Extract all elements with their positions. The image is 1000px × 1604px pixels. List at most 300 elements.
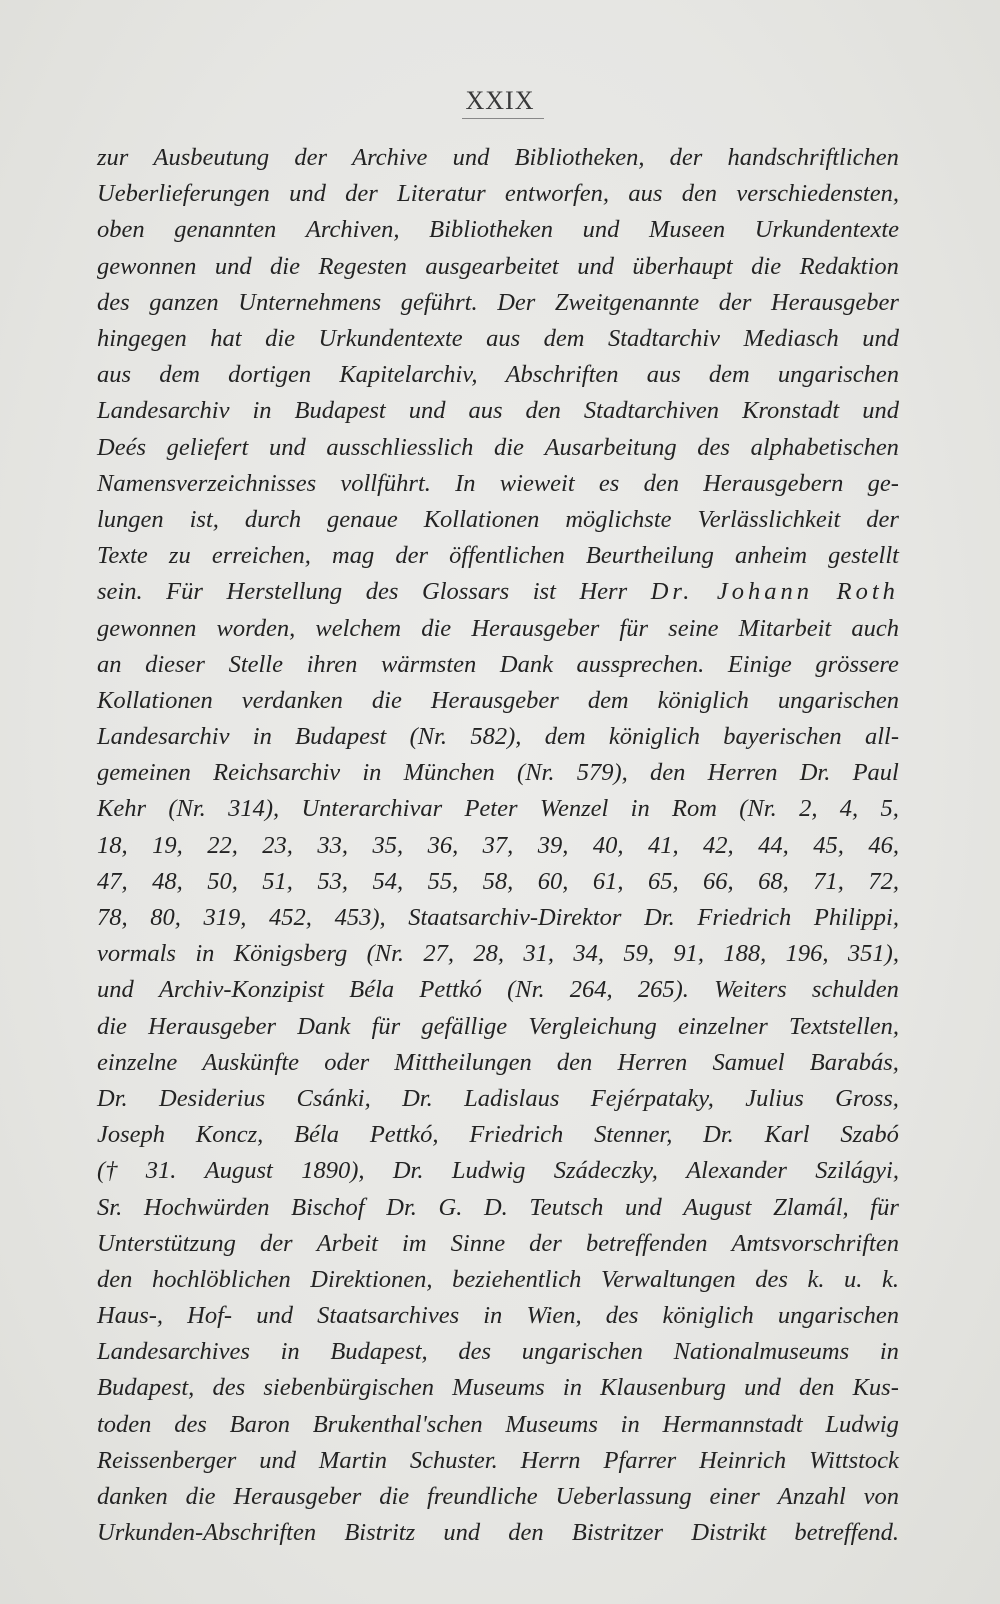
- word: mag: [332, 542, 375, 570]
- word: oder: [324, 1048, 370, 1076]
- word: Herausgeber: [770, 288, 899, 316]
- word: 5,: [880, 795, 899, 823]
- text-line: [97, 828, 899, 864]
- word: ganzen: [149, 288, 219, 316]
- word: gefällige: [421, 1012, 508, 1040]
- word: verschiedensten,: [736, 180, 899, 208]
- word: Museen: [648, 216, 726, 244]
- word: Paul: [852, 759, 899, 787]
- word: Staatsarchives: [317, 1302, 460, 1330]
- page-number-rule: [462, 118, 544, 119]
- word: Staatsarchiv-Direktor: [408, 904, 622, 932]
- word: Szádeczky,: [553, 1157, 658, 1185]
- word: Budapest: [294, 397, 386, 425]
- word: der: [294, 144, 327, 172]
- word: den: [97, 1265, 133, 1293]
- text-line: [97, 1081, 899, 1117]
- word: Roth: [836, 578, 899, 606]
- word: die: [751, 252, 782, 280]
- word: Königsberg: [233, 940, 348, 968]
- word: Unternehmens: [238, 288, 382, 316]
- word: Baron: [229, 1410, 290, 1438]
- text-line: [97, 249, 899, 285]
- word: (Nr.: [366, 940, 405, 968]
- word: lungen: [97, 505, 164, 533]
- word: in: [252, 723, 272, 751]
- word: geliefert: [166, 433, 249, 461]
- word: 351),: [847, 940, 899, 968]
- word: ausschliesslich: [326, 433, 474, 461]
- word: Reissenberger: [97, 1446, 237, 1474]
- word: öffentlichen: [449, 542, 565, 570]
- word: (Nr.: [507, 976, 545, 1004]
- word: Johann: [716, 578, 814, 606]
- word: in: [562, 1374, 582, 1402]
- word: ausgearbeitet: [425, 252, 559, 280]
- text-line: [97, 1515, 899, 1551]
- word: Fejérpataky,: [590, 1084, 714, 1112]
- word: die: [421, 614, 452, 642]
- text-line: [97, 683, 899, 719]
- word: Kehr: [97, 795, 146, 823]
- word: in: [879, 1338, 899, 1366]
- word: Barabás,: [809, 1048, 899, 1076]
- word: Herausgeber: [148, 1012, 277, 1040]
- word: und: [452, 144, 490, 172]
- word: die: [270, 252, 300, 280]
- word: Stenner,: [594, 1121, 673, 1149]
- word: Zlamál,: [773, 1193, 849, 1221]
- word: aussprechen.: [576, 650, 705, 678]
- word: anheim: [734, 542, 808, 570]
- word: Haus-,: [97, 1302, 164, 1330]
- word: 72,: [868, 867, 899, 895]
- word: Heinrich: [699, 1446, 787, 1474]
- word: Stelle: [228, 650, 283, 678]
- word: an: [97, 650, 122, 678]
- word: Béla: [294, 1121, 339, 1149]
- word: 46,: [868, 831, 899, 859]
- word: der: [345, 180, 378, 208]
- word: sein.: [97, 578, 143, 606]
- text-line: [97, 285, 899, 321]
- word: in: [195, 940, 215, 968]
- word: Ausarbeitung: [544, 433, 677, 461]
- word: dieser: [145, 650, 205, 678]
- word: Bibliotheken,: [514, 144, 645, 172]
- word: überhaupt: [632, 252, 733, 280]
- word: In: [455, 469, 476, 497]
- word: entworfen,: [504, 180, 610, 208]
- text-line: [97, 393, 899, 429]
- word: des: [174, 1410, 207, 1438]
- word: gewonnen: [97, 614, 197, 642]
- word: 34,: [573, 940, 605, 968]
- word: aus: [468, 397, 503, 425]
- word: aus: [486, 325, 521, 353]
- word: dem: [159, 361, 201, 389]
- word: August: [683, 1193, 752, 1221]
- word: des: [458, 1338, 492, 1366]
- word: Wenzel: [539, 795, 609, 823]
- word: und: [625, 1193, 662, 1221]
- word: für: [619, 614, 649, 642]
- word: den: [508, 1519, 544, 1547]
- word: dortigen: [228, 361, 312, 389]
- word: danken: [97, 1483, 168, 1511]
- word: Der: [497, 288, 536, 316]
- word: Unterstützung: [97, 1229, 236, 1257]
- word: aus: [628, 180, 663, 208]
- word: hat: [210, 325, 242, 353]
- word: 78,: [97, 904, 128, 932]
- word: Verlässlichkeit: [697, 505, 841, 533]
- word: gemeinen: [97, 759, 191, 787]
- word: des: [365, 578, 399, 606]
- word: Alexander: [686, 1157, 787, 1185]
- word: Landesarchives: [97, 1338, 250, 1366]
- word: 23,: [262, 831, 293, 859]
- word: hingegen: [97, 325, 187, 353]
- word: genannten: [174, 216, 277, 244]
- word: in: [362, 759, 382, 787]
- text-line: [97, 466, 899, 502]
- word: Bibliotheken: [429, 216, 553, 244]
- word: 188,: [723, 940, 767, 968]
- word: Zweitgenannte: [554, 288, 700, 316]
- word: Deés: [97, 433, 146, 461]
- word: verdanken: [241, 686, 343, 714]
- word: Philippi,: [813, 904, 899, 932]
- word: Teutsch: [529, 1193, 604, 1221]
- word: (Nr.: [517, 759, 555, 787]
- word: 4,: [839, 795, 859, 823]
- word: 452,: [269, 904, 312, 932]
- word: Herausgeber: [233, 1483, 362, 1511]
- word: der: [395, 542, 429, 570]
- word: Dr.: [650, 578, 694, 606]
- word: Literatur: [397, 180, 486, 208]
- word: Stadtarchiv: [607, 325, 721, 353]
- word: des: [697, 433, 730, 461]
- word: durch: [244, 505, 302, 533]
- text-line: [97, 321, 899, 357]
- word: ungarischen: [777, 1302, 899, 1330]
- text-line: [97, 1334, 899, 1370]
- text-line: [97, 1479, 899, 1515]
- word: Sr.: [97, 1193, 123, 1221]
- word: der: [669, 144, 703, 172]
- word: in: [280, 1338, 300, 1366]
- word: 35,: [372, 831, 404, 859]
- word: 59,: [623, 940, 655, 968]
- word: Rom: [672, 795, 717, 823]
- word: schulden: [811, 976, 899, 1004]
- word: k.: [807, 1265, 825, 1293]
- word: Ludwig: [451, 1157, 526, 1185]
- word: aus: [646, 361, 681, 389]
- word: und: [862, 325, 899, 353]
- word: Desiderius: [159, 1084, 266, 1112]
- word: August: [204, 1157, 273, 1185]
- word: ungarischen: [777, 686, 899, 714]
- word: den: [681, 180, 718, 208]
- word: zu: [168, 542, 191, 570]
- word: Nationalmuseums: [673, 1338, 850, 1366]
- text-line: [97, 1189, 899, 1225]
- word: 58,: [482, 867, 514, 895]
- word: Kollationen: [97, 686, 213, 714]
- word: im: [402, 1229, 427, 1257]
- word: der: [866, 505, 899, 533]
- word: Ausbeutung: [153, 144, 270, 172]
- word: dem: [587, 686, 629, 714]
- word: königlich: [662, 1302, 754, 1330]
- word: vollführt.: [340, 469, 431, 497]
- word: Verwaltungen: [600, 1265, 736, 1293]
- word: der: [259, 1229, 293, 1257]
- text-line: [97, 900, 899, 936]
- word: Ludwig: [825, 1410, 899, 1438]
- word: Dr.: [799, 759, 831, 787]
- word: Dr.: [392, 1157, 424, 1185]
- word: Gross,: [835, 1084, 899, 1112]
- word: hochlöblichen: [151, 1265, 291, 1293]
- word: den: [525, 397, 561, 425]
- body-text: [97, 140, 899, 1551]
- word: Vergleichung: [528, 1012, 657, 1040]
- word: 22,: [207, 831, 238, 859]
- text-line: [97, 212, 899, 248]
- word: 18,: [97, 831, 128, 859]
- word: Ueberlieferungen: [97, 180, 270, 208]
- word: Joseph: [97, 1121, 166, 1149]
- word: Mittheilungen: [394, 1048, 532, 1076]
- word: Ladislaus: [464, 1084, 560, 1112]
- word: Reichsarchiv: [213, 759, 341, 787]
- word: die: [185, 1483, 216, 1511]
- word: Martin: [318, 1446, 387, 1474]
- word: Urkundentexte: [318, 325, 463, 353]
- word: Herausgeber: [471, 614, 600, 642]
- word: 28,: [473, 940, 505, 968]
- text-line: [97, 502, 899, 538]
- word: Brukenthal'schen: [312, 1410, 483, 1438]
- word: Koncz,: [195, 1121, 264, 1149]
- word: den: [643, 469, 679, 497]
- text-line: [97, 972, 899, 1008]
- word: in: [620, 1410, 640, 1438]
- word: Dr.: [402, 1084, 433, 1112]
- word: Budapest,: [97, 1374, 195, 1402]
- text-line: [97, 1153, 899, 1189]
- word: Mitarbeit: [738, 614, 832, 642]
- word: den: [556, 1048, 593, 1076]
- word: in: [252, 397, 272, 425]
- word: k.: [881, 1265, 899, 1293]
- word: siebenbürgischen: [263, 1374, 434, 1402]
- word: alphabetischen: [750, 433, 899, 461]
- word: ungarischen: [777, 361, 899, 389]
- word: erreichen,: [211, 542, 311, 570]
- word: Urkunden-Abschriften: [97, 1519, 317, 1547]
- word: Anzahl: [777, 1483, 846, 1511]
- word: 45,: [813, 831, 844, 859]
- word: Budapest: [295, 723, 387, 751]
- word: Herstellung: [226, 578, 343, 606]
- word: den: [650, 759, 686, 787]
- word: Herren: [707, 759, 778, 787]
- word: all-: [864, 723, 899, 751]
- text-line: [97, 357, 899, 393]
- word: 264,: [569, 976, 613, 1004]
- word: Wittstock: [809, 1446, 899, 1474]
- word: 1890),: [301, 1157, 365, 1185]
- word: in: [630, 795, 650, 823]
- word: Herren: [617, 1048, 688, 1076]
- word: es: [598, 469, 620, 497]
- word: möglichste: [565, 505, 672, 533]
- word: 91,: [673, 940, 705, 968]
- word: Béla: [349, 976, 395, 1004]
- word: genaue: [327, 505, 398, 533]
- word: Hof-: [187, 1302, 233, 1330]
- text-line: [97, 430, 899, 466]
- word: Samuel: [712, 1048, 785, 1076]
- text-line: [97, 936, 899, 972]
- word: Auskünfte: [202, 1048, 300, 1076]
- word: und: [443, 1519, 481, 1547]
- word: 42,: [703, 831, 734, 859]
- word: vormals: [97, 940, 176, 968]
- text-line: [97, 755, 899, 791]
- word: Textstellen,: [788, 1012, 899, 1040]
- word: von: [863, 1483, 899, 1511]
- word: Archiv-Konzipist: [158, 976, 325, 1004]
- word: 33,: [317, 831, 348, 859]
- word: die: [265, 325, 295, 353]
- word: Bischof: [291, 1193, 365, 1221]
- text-line: [97, 1226, 899, 1262]
- word: München: [403, 759, 495, 787]
- word: und: [577, 252, 614, 280]
- word: Museums: [452, 1374, 545, 1402]
- word: 68,: [758, 867, 789, 895]
- text-line: [97, 140, 899, 176]
- text-line: [97, 1009, 899, 1045]
- word: und: [97, 976, 134, 1004]
- word: einzelne: [97, 1048, 178, 1076]
- word: Pfarrer: [603, 1446, 677, 1474]
- word: die: [494, 433, 524, 461]
- word: Pettkó: [419, 976, 482, 1004]
- word: Namensverzeichnisses: [97, 469, 317, 497]
- word: 36,: [427, 831, 459, 859]
- word: 47,: [97, 867, 128, 895]
- word: 50,: [207, 867, 238, 895]
- word: seine: [668, 614, 719, 642]
- word: handschriftlichen: [727, 144, 899, 172]
- word: worden,: [216, 614, 296, 642]
- text-line: [97, 1370, 899, 1406]
- word: Peter: [464, 795, 518, 823]
- word: und: [744, 1374, 781, 1402]
- word: Friedrich: [697, 904, 792, 932]
- word: und: [582, 216, 620, 244]
- word: betreffenden: [585, 1229, 708, 1257]
- word: 31.: [145, 1157, 177, 1185]
- word: wieweit: [499, 469, 575, 497]
- word: königlich: [657, 686, 749, 714]
- word: Dr.: [644, 904, 675, 932]
- word: die: [97, 1012, 127, 1040]
- text-line: [97, 1117, 899, 1153]
- word: Friedrich: [469, 1121, 564, 1149]
- word: bayerischen: [723, 723, 842, 751]
- word: 71,: [813, 867, 844, 895]
- word: 80,: [150, 904, 181, 932]
- word: Kus-: [852, 1374, 899, 1402]
- text-line: [97, 791, 899, 827]
- text-line: [97, 719, 899, 755]
- word: Einige: [727, 650, 792, 678]
- word: und: [408, 397, 446, 425]
- word: Hermannstadt: [662, 1410, 803, 1438]
- word: ungarischen: [521, 1338, 643, 1366]
- word: 41,: [647, 831, 679, 859]
- word: einer: [709, 1483, 760, 1511]
- word: Archive: [352, 144, 428, 172]
- word: Glossars: [422, 578, 510, 606]
- word: Abschriften: [505, 361, 619, 389]
- word: Kronstadt: [742, 397, 840, 425]
- word: und: [214, 252, 252, 280]
- word: für: [870, 1193, 899, 1221]
- word: den: [799, 1374, 835, 1402]
- text-line: [97, 1045, 899, 1081]
- word: ist,: [189, 505, 219, 533]
- word: (Nr.: [168, 795, 206, 823]
- word: ist: [532, 578, 556, 606]
- word: des: [97, 288, 130, 316]
- word: auch: [851, 614, 899, 642]
- word: Redaktion: [799, 252, 899, 280]
- word: und: [259, 1446, 296, 1474]
- word: des: [212, 1374, 246, 1402]
- text-line: [97, 1407, 899, 1443]
- text-line: [97, 538, 899, 574]
- word: Distrikt: [691, 1519, 767, 1547]
- word: 51,: [262, 867, 293, 895]
- word: (†: [97, 1157, 118, 1185]
- word: Texte: [97, 542, 148, 570]
- word: Szabó: [840, 1121, 899, 1149]
- word: Landesarchiv: [97, 397, 230, 425]
- word: des: [755, 1265, 788, 1293]
- word: des: [605, 1302, 639, 1330]
- word: und: [268, 433, 306, 461]
- word: Herrn: [520, 1446, 581, 1474]
- word: u.: [844, 1265, 863, 1293]
- word: betreffend.: [794, 1519, 899, 1547]
- word: Unterarchivar: [301, 795, 443, 823]
- word: (Nr.: [409, 723, 448, 751]
- word: gewonnen: [97, 252, 197, 280]
- word: 66,: [703, 867, 734, 895]
- word: dem: [708, 361, 750, 389]
- word: der: [718, 288, 752, 316]
- word: und: [862, 397, 899, 425]
